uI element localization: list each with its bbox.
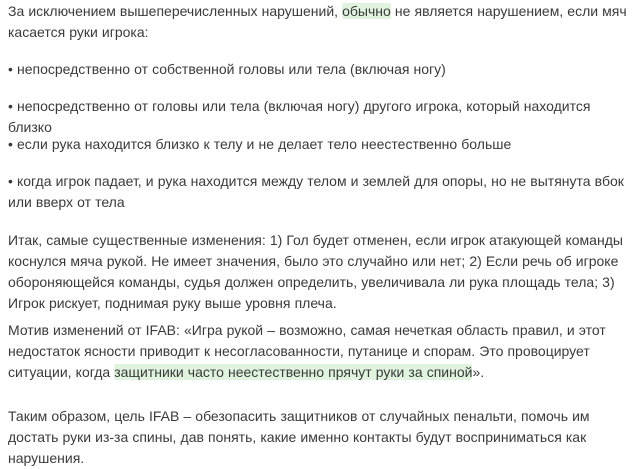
highlighted-phrase[interactable]: защитники часто неестественно прячут руки за спиной bbox=[114, 364, 473, 380]
intro-paragraph bbox=[8, 1, 632, 43]
intro-text-start: За исключением вышеперечисленных нарушений, bbox=[8, 3, 343, 19]
bullet-item: • если рука находится близко к телу и не делает тело неестественно больше bbox=[8, 136, 512, 152]
bullet-item: • непосредственно от собственной головы или тела (включая ногу) bbox=[8, 61, 446, 77]
bullet-item: • когда игрок падает, и рука находится между телом и землей для опоры, но не вытянута вбок или вверх от тела bbox=[8, 173, 624, 210]
motive-text-start: Мотив изменений от IFAB: «Игра рукой – возможно, самая нечеткая область правил, и этот недостаток ясности приводит к несогласованности, путанице и спорам. Это провоцирует ситуации, когда bbox=[8, 322, 606, 380]
conclusion-paragraph: Таким образом, цель IFAB – обезопасить защитников от случайных пенальти, помочь им достать руки из-за спины, дав понять, какие именно контакты будут восприниматься как нарушения. bbox=[8, 408, 590, 466]
bullet-item: • непосредственно от головы или тела (включая ногу) другого игрока, который находится близко bbox=[8, 98, 591, 135]
motive-text-end: ». bbox=[472, 364, 485, 380]
changes-paragraph: Итак, самые существенные изменения: 1) Гол будет отменен, если игрок атакующей команды коснулся мяча рукой. Не имеет значения, было это случайно или нет; 2) Если речь об игроке обороняющейся команды, судья должен определить, увеличивала ли рука площадь тела; 3) Игрок рискует, поднимая руку выше уровня плеча. bbox=[8, 232, 623, 311]
highlighted-word[interactable]: обычно bbox=[342, 3, 391, 19]
motive-paragraph bbox=[8, 320, 632, 383]
intro-text-end: не является нарушением, если мяч касается руки игрока: bbox=[8, 3, 627, 40]
